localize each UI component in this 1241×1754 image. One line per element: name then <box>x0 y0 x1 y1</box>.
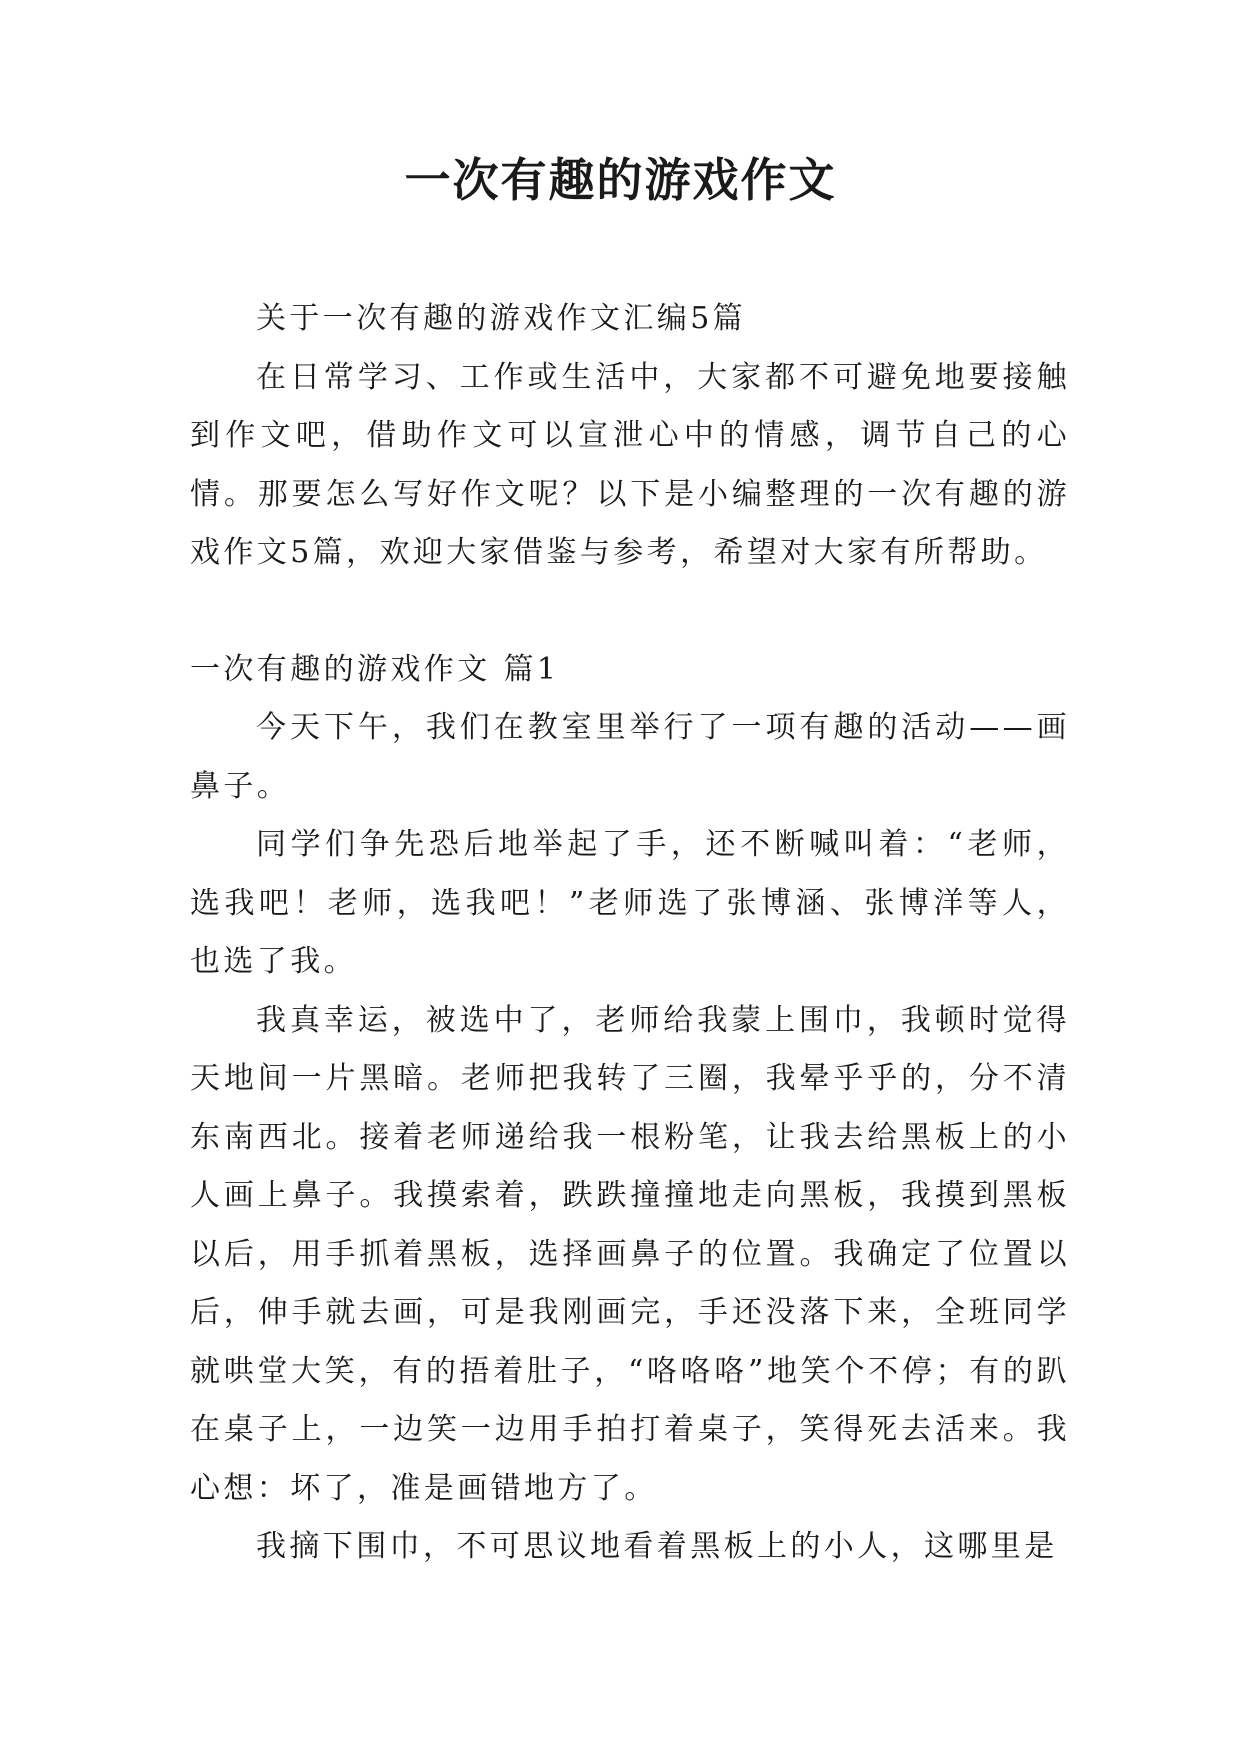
body-paragraph: 我摘下围巾，不可思议地看着黑板上的小人，这哪里是 <box>256 1529 1058 1564</box>
section-heading: 一次有趣的游戏作文 篇1 <box>190 651 560 687</box>
body-paragraph: 同学们争先恐后地举起了手，还不断喊叫着：“老师，选我吧！老师，选我吧！”老师选了张博涵、张博洋等人，也选了我。 <box>190 827 1070 979</box>
intro-paragraph: 在日常学习、工作或生活中，大家都不可避免地要接触到作文吧，借助作文可以宣泄心中的情感，调节自己的心情。那要怎么写好作文呢？以下是小编整理的一次有趣的游戏作文5篇，欢迎大家借鉴与参考，希望对大家有所帮助。 <box>190 359 1070 570</box>
body-paragraph: 我真幸运，被选中了，老师给我蒙上围巾，我顿时觉得天地间一片黑暗。老师把我转了三圈，我晕乎乎的，分不清东南西北。接着老师递给我一根粉笔，让我去给黑板上的小人画上鼻子。我摸索着，跌跌撞撞地走向黑板，我摸到黑板以后，用手抓着黑板，选择画鼻子的位置。我确定了位置以后，伸手就去画，可是我刚画完，手还没落下来，全班同学就哄堂大笑，有的捂着肚子，“咯咯咯”地笑个不停；有的趴在桌子上，一边笑一边用手拍打着桌子，笑得死去活来。我心想：坏了，准是画错地方了。 <box>190 1002 1070 1506</box>
intro-heading: 关于一次有趣的游戏作文汇编5篇 <box>256 301 747 336</box>
document-body <box>190 290 1070 1577</box>
document-title: 一次有趣的游戏作文 <box>404 153 837 207</box>
body-paragraph: 今天下午，我们在教室里举行了一项有趣的活动——画鼻子。 <box>190 710 1070 804</box>
